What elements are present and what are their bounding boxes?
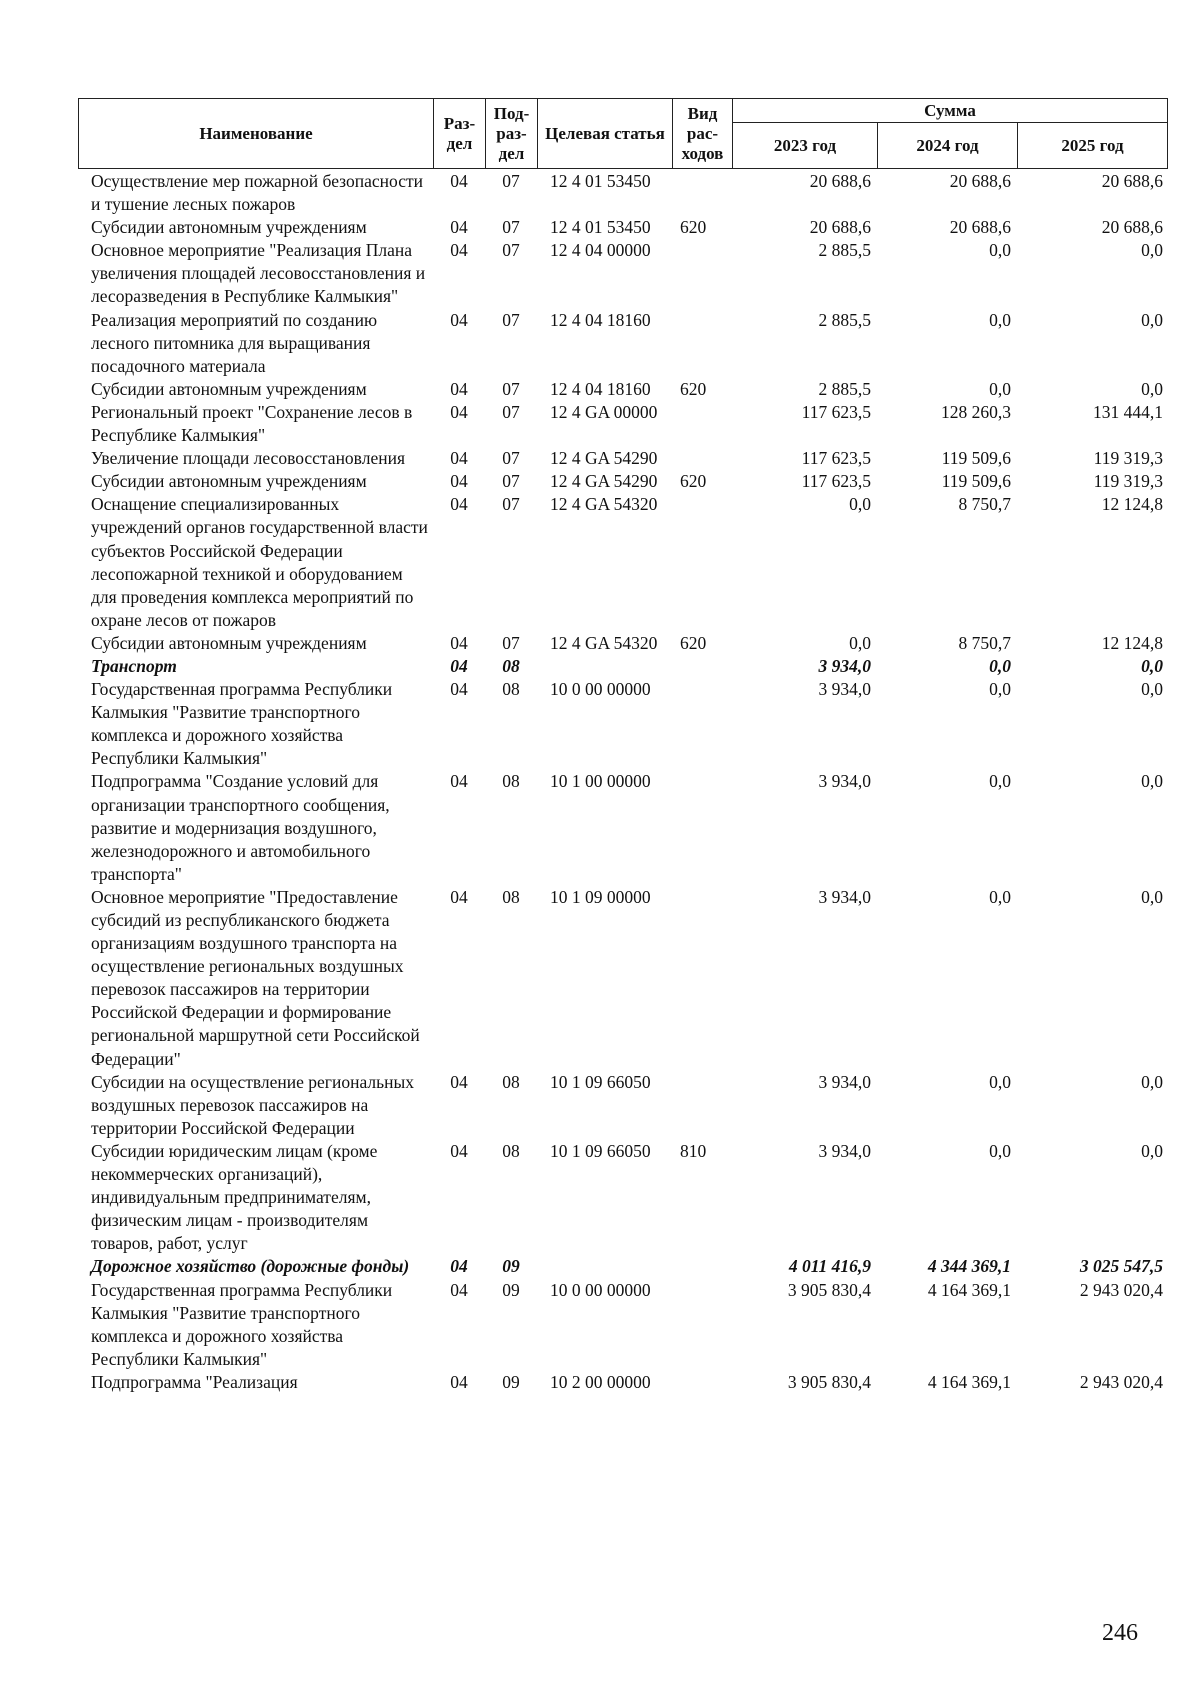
cell-rz: 04 — [450, 679, 468, 700]
section-row — [78, 655, 1167, 678]
cell-vid: 620 — [680, 632, 707, 653]
cell-name: Субсидии автономным учреждениям — [91, 217, 367, 238]
cell-name: Государственная программа Республики Калмыкия "Развитие транспортного комплекса и дорожного хозяйства Республики Калмыкия" — [91, 1279, 393, 1369]
cell-rz: 04 — [450, 378, 468, 399]
cell-cs: 10 1 09 66050 — [550, 1140, 651, 1161]
cell-y3: 0,0 — [1141, 240, 1163, 261]
cell-y3: 20 688,6 — [1101, 217, 1163, 238]
cell-y1: 3 934,0 — [818, 655, 871, 676]
cell-pr: 09 — [502, 1279, 520, 1300]
cell-pr: 07 — [502, 471, 520, 492]
table-row — [78, 770, 1167, 885]
table-row — [78, 1371, 1167, 1394]
cell-pr: 08 — [502, 886, 520, 907]
cell-y2: 0,0 — [989, 679, 1011, 700]
table-row — [78, 447, 1167, 470]
cell-rz: 04 — [450, 471, 468, 492]
cell-vid — [672, 309, 732, 378]
cell-y3: 20 688,6 — [1101, 171, 1163, 191]
cell-rz: 04 — [450, 494, 468, 515]
cell-cs: 12 4 GA 54320 — [550, 494, 658, 515]
cell-cs: 10 1 09 00000 — [550, 886, 651, 907]
cell-cs: 12 4 04 00000 — [550, 240, 651, 261]
cell-pr: 07 — [502, 309, 520, 330]
cell-vid: 810 — [680, 1140, 707, 1161]
cell-y1: 20 688,6 — [809, 171, 871, 191]
cell-name: Транспорт — [91, 655, 177, 676]
cell-cs: 12 4 04 18160 — [550, 309, 651, 330]
header-2024: 2024 год — [878, 123, 1018, 169]
cell-rz: 04 — [450, 1279, 468, 1300]
cell-pr: 07 — [502, 448, 520, 469]
cell-rz: 04 — [450, 771, 468, 792]
cell-y1: 3 905 830,4 — [787, 1371, 871, 1392]
cell-cs: 10 1 00 00000 — [550, 771, 651, 792]
cell-vid — [672, 886, 732, 1071]
cell-cs: 12 4 01 53450 — [550, 171, 651, 191]
cell-cs — [537, 1255, 672, 1278]
cell-cs: 12 4 01 53450 — [550, 217, 651, 238]
cell-y2: 0,0 — [989, 309, 1011, 330]
cell-vid — [672, 678, 732, 770]
cell-y3: 0,0 — [1141, 1071, 1163, 1092]
cell-name: Оснащение специализированных учреждений органов государственной власти субъектов Российской Федерации лесопожарной техникой и оборудованием для проведения комплекса мероприятий по охране лесов от пожаров — [91, 494, 428, 630]
cell-rz: 04 — [450, 171, 468, 191]
cell-y2: 4 344 369,1 — [927, 1256, 1011, 1277]
table-row — [78, 493, 1167, 632]
header-vid-rashodov: Вид рас-ходов — [673, 99, 733, 169]
table-row — [78, 886, 1167, 1071]
cell-y1: 3 905 830,4 — [787, 1279, 871, 1300]
cell-pr: 07 — [502, 494, 520, 515]
cell-name: Государственная программа Республики Калмыкия "Развитие транспортного комплекса и дорожного хозяйства Республики Калмыкия" — [91, 679, 393, 769]
cell-vid — [672, 770, 732, 885]
cell-pr: 08 — [502, 1071, 520, 1092]
cell-y2: 119 509,6 — [941, 471, 1011, 492]
cell-y2: 0,0 — [989, 771, 1011, 792]
cell-y1: 2 885,5 — [818, 309, 871, 330]
cell-name: Региональный проект "Сохранение лесов в Республике Калмыкия" — [91, 401, 413, 446]
cell-y3: 2 943 020,4 — [1079, 1279, 1163, 1300]
cell-y1: 4 011 416,9 — [788, 1256, 871, 1277]
cell-vid — [672, 493, 732, 632]
table-row — [78, 216, 1167, 239]
header-podrazdel: Под-раз-дел — [486, 99, 538, 169]
cell-y2: 4 164 369,1 — [927, 1371, 1011, 1392]
table-row — [78, 1140, 1167, 1255]
cell-y1: 3 934,0 — [818, 679, 871, 700]
cell-y3: 12 124,8 — [1101, 632, 1163, 653]
cell-rz: 04 — [450, 1140, 468, 1161]
cell-y1: 20 688,6 — [809, 217, 871, 238]
cell-name: Субсидии на осуществление региональных воздушных перевозок пассажиров на территории Российской Федерации — [91, 1071, 414, 1138]
cell-vid: 620 — [680, 378, 707, 399]
cell-y1: 2 885,5 — [818, 378, 871, 399]
cell-pr: 07 — [502, 171, 520, 191]
cell-cs: 10 1 09 66050 — [550, 1071, 651, 1092]
cell-y3: 3 025 547,5 — [1079, 1256, 1163, 1277]
cell-vid — [672, 1279, 732, 1371]
cell-y1: 3 934,0 — [818, 1071, 871, 1092]
cell-y3: 0,0 — [1141, 771, 1163, 792]
cell-y3: 0,0 — [1141, 378, 1163, 399]
cell-pr: 07 — [502, 217, 520, 238]
cell-y3: 0,0 — [1141, 679, 1163, 700]
cell-vid — [672, 1071, 732, 1140]
cell-y1: 117 623,5 — [801, 401, 871, 422]
cell-name: Подпрограмма "Создание условий для организации транспортного сообщения, развитие и модернизация воздушного, железнодорожного и автомобильного транспорта" — [91, 771, 390, 884]
table-row — [78, 170, 1167, 216]
cell-y3: 0,0 — [1141, 309, 1163, 330]
header-celevaya-statya: Целевая статья — [538, 99, 673, 169]
cell-y1: 3 934,0 — [818, 771, 871, 792]
cell-name: Подпрограмма "Реализация — [91, 1371, 298, 1392]
cell-name: Субсидии юридическим лицам (кроме некоммерческих организаций), индивидуальным предпринимателям, физическим лицам - производителям товаров, работ, услуг — [91, 1140, 378, 1254]
cell-y2: 119 509,6 — [941, 448, 1011, 469]
cell-y1: 0,0 — [849, 494, 871, 515]
cell-cs: 12 4 GA 54290 — [550, 448, 658, 469]
cell-pr: 08 — [502, 679, 520, 700]
table-row — [78, 239, 1167, 308]
cell-y2: 20 688,6 — [949, 171, 1011, 191]
cell-y2: 0,0 — [989, 378, 1011, 399]
cell-y3: 0,0 — [1141, 886, 1163, 907]
cell-name: Осуществление мер пожарной безопасности и тушение лесных пожаров — [91, 171, 423, 215]
cell-cs: 12 4 04 18160 — [550, 378, 651, 399]
table-row — [78, 1279, 1167, 1371]
table-row — [78, 1071, 1167, 1140]
cell-pr: 08 — [502, 655, 520, 676]
cell-y1: 3 934,0 — [818, 886, 871, 907]
cell-pr: 08 — [502, 1140, 520, 1161]
header-name: Наименование — [79, 99, 434, 169]
header-2023: 2023 год — [733, 123, 878, 169]
cell-y3: 119 319,3 — [1093, 448, 1163, 469]
cell-y3: 0,0 — [1141, 655, 1163, 676]
cell-y3: 2 943 020,4 — [1079, 1371, 1163, 1392]
cell-y2: 8 750,7 — [958, 494, 1011, 515]
cell-y2: 0,0 — [989, 1140, 1011, 1161]
cell-vid — [672, 401, 732, 447]
cell-rz: 04 — [450, 1071, 468, 1092]
table-row — [78, 678, 1167, 770]
table-row — [78, 401, 1167, 447]
cell-name: Субсидии автономным учреждениям — [91, 378, 367, 399]
header-2025: 2025 год — [1018, 123, 1168, 169]
cell-y1: 0,0 — [849, 632, 871, 653]
section-row — [78, 1255, 1167, 1278]
cell-y2: 0,0 — [989, 1071, 1011, 1092]
cell-cs: 10 0 00 00000 — [550, 679, 651, 700]
cell-y2: 128 260,3 — [941, 401, 1011, 422]
cell-vid — [672, 1371, 732, 1394]
cell-pr: 08 — [502, 771, 520, 792]
table-row — [78, 378, 1167, 401]
cell-pr: 09 — [502, 1371, 520, 1392]
header-razdel: Раз-дел — [434, 99, 486, 169]
cell-y2: 0,0 — [989, 886, 1011, 907]
cell-name: Реализация мероприятий по созданию лесного питомника для выращивания посадочного материала — [91, 309, 378, 376]
cell-cs: 12 4 GA 54290 — [550, 471, 658, 492]
cell-y2: 8 750,7 — [958, 632, 1011, 653]
cell-cs: 12 4 GA 00000 — [550, 401, 658, 422]
cell-pr: 07 — [502, 240, 520, 261]
cell-pr: 07 — [502, 401, 520, 422]
cell-name: Дорожное хозяйство (дорожные фонды) — [91, 1256, 410, 1277]
cell-y2: 0,0 — [989, 655, 1011, 676]
table-row — [78, 309, 1167, 378]
cell-vid — [672, 170, 732, 216]
table-row — [78, 470, 1167, 493]
cell-vid: 620 — [680, 471, 707, 492]
cell-name: Увеличение площади лесовосстановления — [91, 448, 405, 469]
cell-vid — [672, 447, 732, 470]
cell-pr: 07 — [502, 378, 520, 399]
cell-y2: 20 688,6 — [949, 217, 1011, 238]
cell-vid — [672, 239, 732, 308]
page-number: 246 — [1102, 1620, 1138, 1646]
cell-y3: 119 319,3 — [1093, 471, 1163, 492]
cell-rz: 04 — [450, 655, 468, 676]
cell-vid: 620 — [680, 217, 707, 238]
cell-rz: 04 — [450, 448, 468, 469]
cell-y3: 12 124,8 — [1101, 494, 1163, 515]
cell-rz: 04 — [450, 240, 468, 261]
cell-name: Основное мероприятие "Предоставление субсидий из республиканского бюджета организациям воздушного транспорта на осуществление региональных воздушных перевозок пассажиров на территории Российской Федерации и формирование региональной маршрутной сети Российской Федерации" — [91, 886, 420, 1069]
cell-cs: 10 0 00 00000 — [550, 1279, 651, 1300]
cell-y1: 3 934,0 — [818, 1140, 871, 1161]
cell-pr: 07 — [502, 632, 520, 653]
cell-y3: 131 444,1 — [1093, 401, 1163, 422]
header-summa: Сумма — [733, 99, 1168, 123]
cell-rz: 04 — [450, 886, 468, 907]
cell-rz: 04 — [450, 401, 468, 422]
cell-y1: 117 623,5 — [801, 448, 871, 469]
cell-name: Субсидии автономным учреждениям — [91, 471, 367, 492]
cell-vid — [672, 1255, 732, 1278]
cell-rz: 04 — [450, 217, 468, 238]
cell-pr: 09 — [502, 1256, 520, 1277]
table-header — [78, 98, 1168, 169]
cell-cs — [537, 655, 672, 678]
cell-vid — [672, 655, 732, 678]
cell-name: Основное мероприятие "Реализация Плана увеличения площадей лесовосстановления и лесоразведения в Республике Калмыкия" — [91, 240, 426, 307]
cell-y1: 2 885,5 — [818, 240, 871, 261]
cell-rz: 04 — [450, 1256, 468, 1277]
cell-y1: 117 623,5 — [801, 471, 871, 492]
cell-y2: 0,0 — [989, 240, 1011, 261]
table-body — [78, 170, 1167, 1394]
cell-name: Субсидии автономным учреждениям — [91, 632, 367, 653]
cell-cs: 10 2 00 00000 — [550, 1371, 651, 1392]
cell-y2: 4 164 369,1 — [927, 1279, 1011, 1300]
cell-cs: 12 4 GA 54320 — [550, 632, 658, 653]
cell-rz: 04 — [450, 1371, 468, 1392]
table-row — [78, 632, 1167, 655]
cell-y3: 0,0 — [1141, 1140, 1163, 1161]
cell-rz: 04 — [450, 309, 468, 330]
cell-rz: 04 — [450, 632, 468, 653]
